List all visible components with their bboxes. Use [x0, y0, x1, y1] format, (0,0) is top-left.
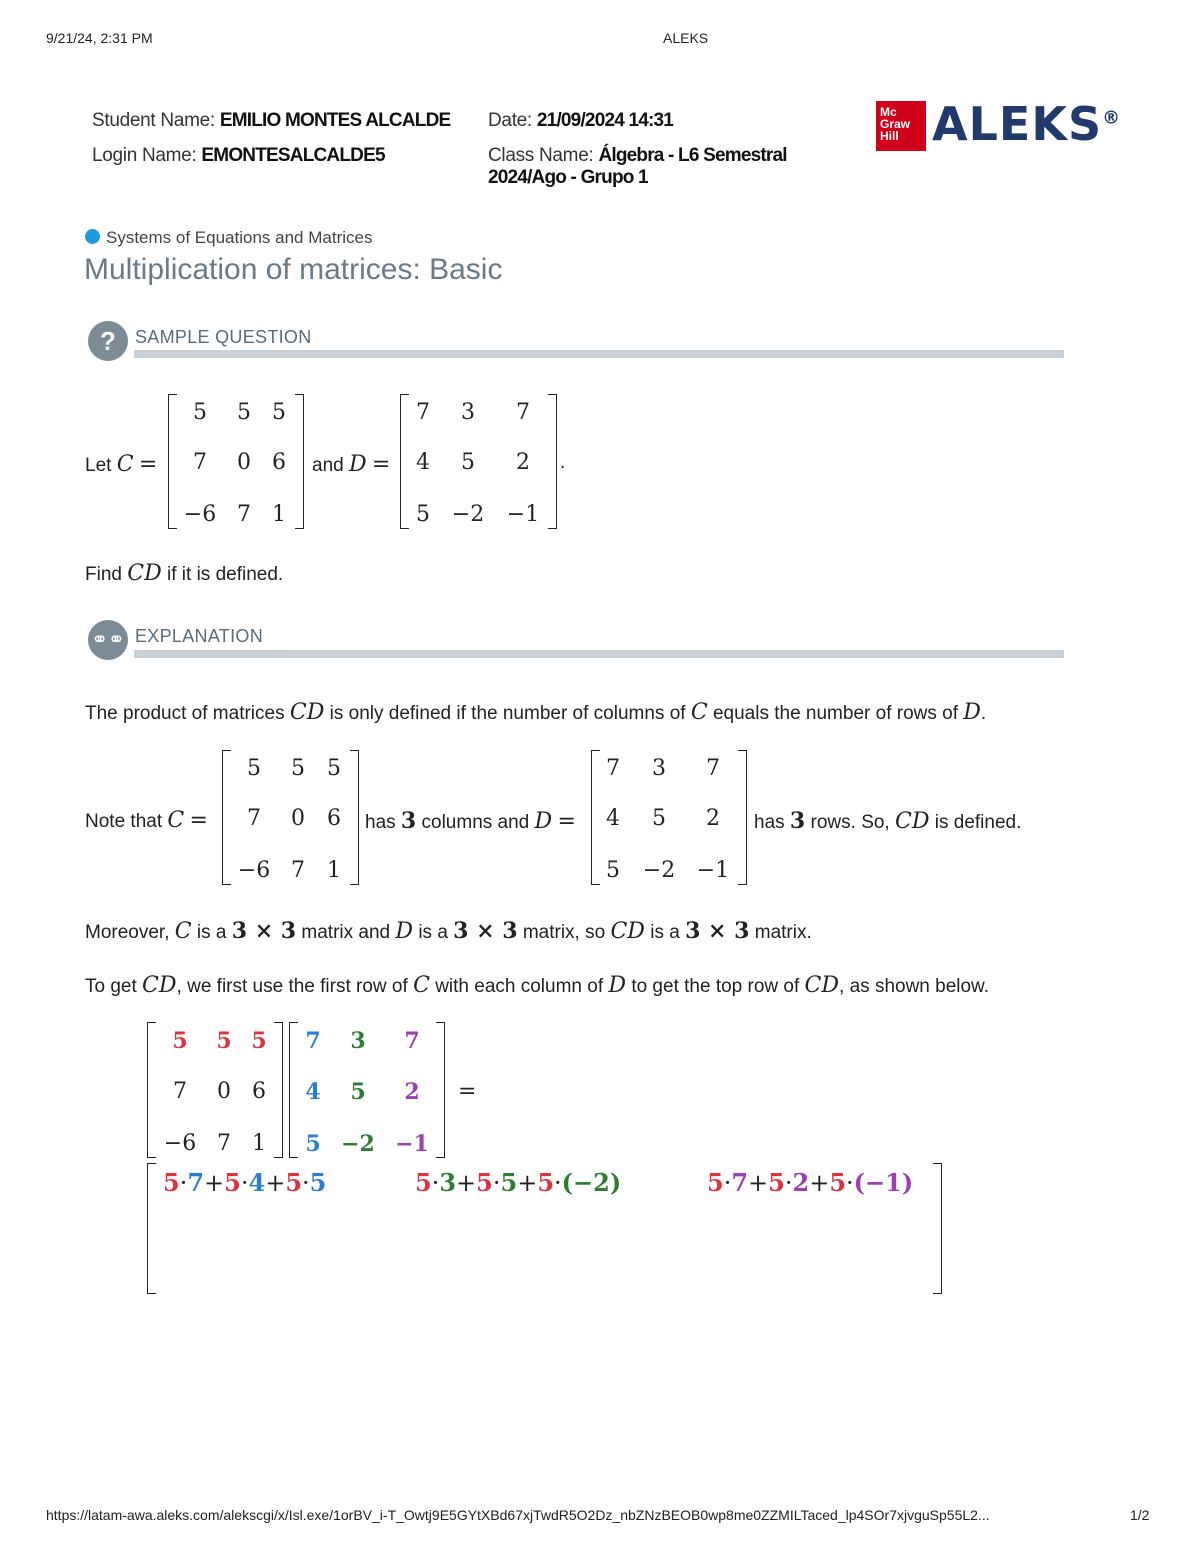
- matrix-cell: −2: [341, 1131, 375, 1157]
- matrix-cell: 1: [272, 502, 286, 527]
- matrix-cell: 0: [237, 450, 251, 475]
- matrix-cell: −1: [395, 1131, 429, 1157]
- print-page-number: 1/2: [1130, 1507, 1150, 1523]
- class-name-value-line2: 2024/Ago - Grupo 1: [488, 167, 648, 188]
- section-divider: [134, 650, 1064, 658]
- print-footer-url[interactable]: https://latam-awa.aleks.com/alekscgi/x/Isl.exe/1orBV_i-T_Owtj9E5GYtXBd67xjTwdR5O2Dz_nbZNzBEOB0wp8me0ZZMILTaced_lp4SOr7xjvguSp55L2...: [46, 1507, 990, 1523]
- question-mark-icon: ?: [88, 321, 128, 361]
- product-entry-1-2: 5·3+5·5+5·(−2): [415, 1168, 622, 1197]
- matrix-cell: 5: [193, 400, 207, 425]
- matrix-cell: 3: [652, 756, 666, 781]
- explanation-heading: EXPLANATION: [135, 626, 263, 646]
- aleks-wordmark: ALEKS®: [932, 97, 1122, 151]
- class-name-label: Class Name:: [488, 145, 594, 166]
- matrix-cell: −6: [183, 502, 217, 527]
- matrix-cell: 3: [461, 400, 475, 425]
- matrix-cell: 2: [404, 1079, 420, 1105]
- matrix-cell: 5: [216, 1028, 232, 1054]
- matrix-cell: 7: [404, 1028, 420, 1054]
- statement-period: .: [560, 452, 566, 473]
- moreover-paragraph: Moreover, C is a 3 × 3 matrix and D is a 3 × 3 matrix, so CD is a 3 × 3 matrix.: [85, 918, 812, 944]
- product-entry-1-1: 5·7+5·4+5·5: [163, 1168, 327, 1197]
- matrix-cell: 4: [606, 806, 620, 831]
- and-d-label: and D =: [312, 452, 391, 477]
- matrix-cell: −1: [696, 858, 730, 883]
- matrix-cell: 5: [350, 1079, 366, 1105]
- matrix-cell: 4: [305, 1079, 321, 1105]
- matrix-c-colored: [147, 1022, 283, 1158]
- matrix-cell: 5: [652, 806, 666, 831]
- matrix-cell: 7: [237, 502, 251, 527]
- let-statement: Let C =: [85, 452, 158, 477]
- matrix-cell: 5: [305, 1131, 321, 1157]
- matrix-cell: 6: [327, 806, 341, 831]
- matrix-cell: 7: [606, 756, 620, 781]
- matrix-cell: 5: [327, 756, 341, 781]
- matrix-cell: 5: [461, 450, 475, 475]
- matrix-cell: −2: [451, 502, 485, 527]
- matrix-cell: 5: [291, 756, 305, 781]
- d-rows-text: has 3 rows. So, CD is defined.: [754, 808, 1022, 834]
- class-name-row: [488, 145, 787, 189]
- matrix-cell: −6: [163, 1131, 197, 1156]
- matrix-cell: 7: [217, 1131, 231, 1156]
- login-name-label: Login Name:: [92, 145, 197, 166]
- to-get-paragraph: To get CD, we first use the first row of C with each column of D to get the top row of CD, as shown below.: [85, 973, 990, 998]
- section-divider: [134, 350, 1064, 358]
- class-name-value-line1: Álgebra - L6 Semestral: [598, 145, 787, 166]
- student-name-value: EMILIO MONTES ALCALDE: [219, 110, 451, 131]
- matrix-cell: 5: [247, 756, 261, 781]
- sample-question-heading: SAMPLE QUESTION: [135, 327, 312, 347]
- matrix-cell: 2: [706, 806, 720, 831]
- matrix-cell: 7: [193, 450, 207, 475]
- matrix-cell: 5: [416, 502, 430, 527]
- matrix-cell: 1: [252, 1131, 266, 1156]
- date-row: [488, 110, 673, 132]
- matrix-cell: −6: [237, 858, 271, 883]
- matrix-cell: 5: [251, 1028, 267, 1054]
- page-title: Multiplication of matrices: Basic: [84, 253, 503, 286]
- matrix-d-note: [591, 750, 747, 885]
- matrix-cell: 7: [247, 806, 261, 831]
- print-datetime: 9/21/24, 2:31 PM: [46, 30, 153, 46]
- matrix-cell: 7: [305, 1028, 321, 1054]
- matrix-cell: 0: [217, 1079, 231, 1104]
- matrix-cell: 5: [606, 858, 620, 883]
- matrix-cell: 1: [327, 858, 341, 883]
- explanation-paragraph-1: The product of matrices CD is only defined if the number of columns of C equals the number of rows of D.: [85, 700, 987, 725]
- mcgraw-hill-logo: Mc Graw Hill: [876, 101, 926, 151]
- glasses-icon: ⚭⚭: [88, 620, 128, 660]
- matrix-d: [400, 394, 557, 529]
- student-name-label: Student Name:: [92, 110, 215, 131]
- matrix-cell: 7: [416, 400, 430, 425]
- matrix-cell: −1: [506, 502, 540, 527]
- topic-label: Systems of Equations and Matrices: [106, 228, 373, 247]
- result-matrix-cd: [147, 1163, 942, 1294]
- matrix-cell: −2: [642, 858, 676, 883]
- find-statement: Find CD if it is defined.: [85, 561, 284, 586]
- student-name-row: [92, 110, 450, 132]
- matrix-cell: 7: [706, 756, 720, 781]
- matrix-cell: 7: [291, 858, 305, 883]
- aleks-logo: [876, 97, 1126, 153]
- matrix-cell: 5: [272, 400, 286, 425]
- matrix-cell: 5: [172, 1028, 188, 1054]
- matrix-cell: 5: [237, 400, 251, 425]
- matrix-d-colored: [289, 1022, 445, 1158]
- topic-dot-icon: [85, 229, 100, 244]
- date-label: Date:: [488, 110, 532, 131]
- matrix-cell: 6: [272, 450, 286, 475]
- matrix-cell: 4: [416, 450, 430, 475]
- product-entry-1-3: 5·7+5·2+5·(−1): [707, 1168, 914, 1197]
- login-name-value: EMONTESALCALDE5: [201, 145, 385, 166]
- matrix-cell: 2: [516, 450, 530, 475]
- matrix-c: [168, 394, 304, 529]
- equals-sign: =: [458, 1079, 477, 1104]
- matrix-cell: 7: [173, 1079, 187, 1104]
- matrix-c-note: [222, 750, 359, 885]
- date-value: 21/09/2024 14:31: [536, 110, 674, 131]
- c-columns-text: has 3 columns and D =: [365, 808, 576, 834]
- matrix-cell: 0: [291, 806, 305, 831]
- print-site-title: ALEKS: [663, 30, 709, 46]
- matrix-cell: 6: [252, 1079, 266, 1104]
- matrix-cell: 7: [516, 400, 530, 425]
- login-name-row: [92, 145, 385, 167]
- topic-breadcrumb: [85, 228, 372, 248]
- matrix-cell: 3: [350, 1028, 366, 1054]
- note-that-label: Note that C =: [85, 808, 208, 833]
